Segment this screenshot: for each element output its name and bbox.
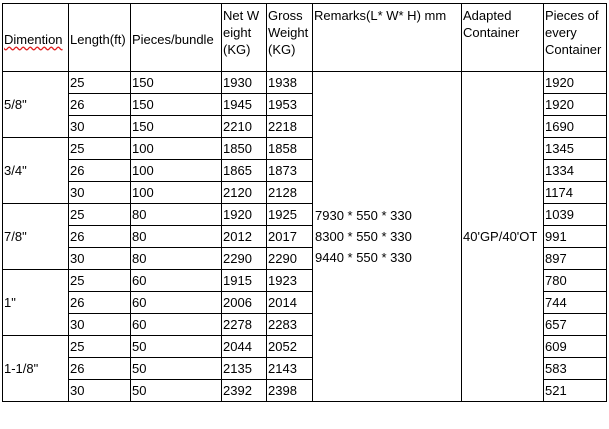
- gross-weight-cell: 2143: [267, 358, 313, 380]
- dimension-cell: 7/8": [3, 204, 69, 270]
- pieces-cell: 100: [131, 160, 222, 182]
- length-cell: 26: [69, 160, 131, 182]
- gross-weight-cell: 2218: [267, 116, 313, 138]
- pieces-container-cell: 521: [544, 380, 607, 402]
- dimension-cell: 5/8": [3, 72, 69, 138]
- length-cell: 25: [69, 270, 131, 292]
- gross-weight-cell: 1923: [267, 270, 313, 292]
- remarks-line: 7930 * 550 * 330: [315, 208, 412, 223]
- pieces-container-cell: 897: [544, 248, 607, 270]
- net-weight-cell: 1920: [222, 204, 267, 226]
- product-spec-table: [2, 3, 607, 402]
- gross-weight-cell: 1873: [267, 160, 313, 182]
- pieces-cell: 80: [131, 204, 222, 226]
- header-gross-weight: Gross Weight (KG): [267, 4, 313, 72]
- net-weight-cell: 1850: [222, 138, 267, 160]
- pieces-container-cell: 991: [544, 226, 607, 248]
- pieces-cell: 100: [131, 138, 222, 160]
- pieces-cell: 80: [131, 226, 222, 248]
- gross-weight-cell: 1938: [267, 72, 313, 94]
- net-weight-cell: 2135: [222, 358, 267, 380]
- header-dimension: Dimention: [3, 4, 69, 72]
- table-body: [3, 72, 607, 402]
- pieces-container-cell: 1920: [544, 94, 607, 116]
- pieces-cell: 50: [131, 380, 222, 402]
- header-length: Length(ft): [69, 4, 131, 72]
- dimension-cell: 1-1/8": [3, 336, 69, 402]
- pieces-container-cell: 1039: [544, 204, 607, 226]
- header-pieces-bundle: Pieces/bundle: [131, 4, 222, 72]
- pieces-container-cell: 780: [544, 270, 607, 292]
- gross-weight-cell: 1858: [267, 138, 313, 160]
- container-cell: 40'GP/40'OT: [462, 72, 544, 402]
- net-weight-cell: 2044: [222, 336, 267, 358]
- pieces-cell: 150: [131, 72, 222, 94]
- length-cell: 26: [69, 226, 131, 248]
- remarks-line: 9440 * 550 * 330: [315, 250, 412, 265]
- gross-weight-cell: 2017: [267, 226, 313, 248]
- pieces-container-cell: 744: [544, 292, 607, 314]
- remarks-cell: [313, 72, 462, 402]
- pieces-cell: 150: [131, 116, 222, 138]
- length-cell: 26: [69, 292, 131, 314]
- length-cell: 30: [69, 380, 131, 402]
- length-cell: 25: [69, 72, 131, 94]
- pieces-container-cell: 583: [544, 358, 607, 380]
- header-remarks: Remarks(L* W* H) mm: [313, 4, 462, 72]
- length-cell: 26: [69, 358, 131, 380]
- pieces-cell: 60: [131, 314, 222, 336]
- gross-weight-cell: 1953: [267, 94, 313, 116]
- net-weight-cell: 2120: [222, 182, 267, 204]
- pieces-container-cell: 1174: [544, 182, 607, 204]
- net-weight-cell: 1865: [222, 160, 267, 182]
- length-cell: 30: [69, 248, 131, 270]
- net-weight-cell: 2012: [222, 226, 267, 248]
- pieces-cell: 60: [131, 292, 222, 314]
- net-weight-cell: 2392: [222, 380, 267, 402]
- net-weight-cell: 2210: [222, 116, 267, 138]
- gross-weight-cell: 2052: [267, 336, 313, 358]
- gross-weight-cell: 2128: [267, 182, 313, 204]
- pieces-cell: 150: [131, 94, 222, 116]
- pieces-container-cell: 609: [544, 336, 607, 358]
- remarks-line: 8300 * 550 * 330: [315, 229, 412, 244]
- net-weight-cell: 2290: [222, 248, 267, 270]
- pieces-cell: 50: [131, 358, 222, 380]
- pieces-container-cell: 657: [544, 314, 607, 336]
- net-weight-cell: 2278: [222, 314, 267, 336]
- length-cell: 25: [69, 138, 131, 160]
- length-cell: 30: [69, 314, 131, 336]
- gross-weight-cell: 2283: [267, 314, 313, 336]
- pieces-container-cell: 1334: [544, 160, 607, 182]
- net-weight-cell: 1945: [222, 94, 267, 116]
- pieces-cell: 80: [131, 248, 222, 270]
- pieces-container-cell: 1690: [544, 116, 607, 138]
- length-cell: 25: [69, 204, 131, 226]
- net-weight-cell: 1915: [222, 270, 267, 292]
- length-cell: 30: [69, 182, 131, 204]
- gross-weight-cell: 1925: [267, 204, 313, 226]
- pieces-container-cell: 1345: [544, 138, 607, 160]
- gross-weight-cell: 2014: [267, 292, 313, 314]
- pieces-cell: 60: [131, 270, 222, 292]
- net-weight-cell: 2006: [222, 292, 267, 314]
- table-row: [3, 72, 607, 94]
- header-net-weight: Net Weight (KG): [222, 4, 267, 72]
- dimension-cell: 1": [3, 270, 69, 336]
- pieces-container-cell: 1920: [544, 72, 607, 94]
- length-cell: 25: [69, 336, 131, 358]
- pieces-cell: 50: [131, 336, 222, 358]
- header-row: [3, 4, 607, 72]
- gross-weight-cell: 2290: [267, 248, 313, 270]
- dimension-cell: 3/4": [3, 138, 69, 204]
- net-weight-cell: 1930: [222, 72, 267, 94]
- gross-weight-cell: 2398: [267, 380, 313, 402]
- header-pieces-container: Pieces of every Container: [544, 4, 607, 72]
- header-container: Adapted Container: [462, 4, 544, 72]
- pieces-cell: 100: [131, 182, 222, 204]
- length-cell: 26: [69, 94, 131, 116]
- length-cell: 30: [69, 116, 131, 138]
